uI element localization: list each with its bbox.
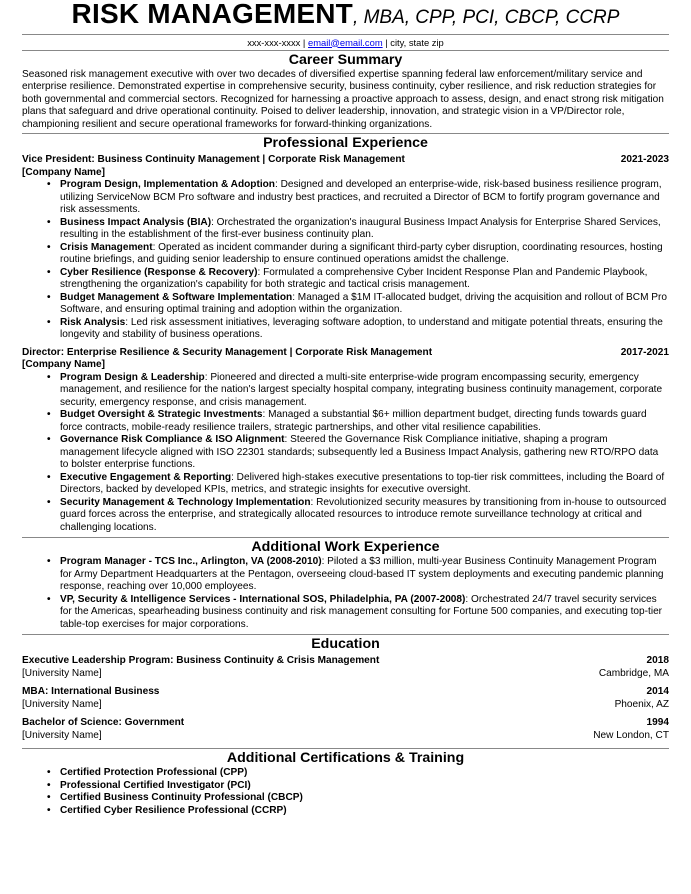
bullet-label: VP, Security & Intelligence Services - International SOS, Philadelphia, PA (2007-2008) — [60, 593, 466, 605]
job-bullet — [60, 372, 669, 410]
bullet-label: Security Management & Technology Implementation — [60, 496, 311, 508]
job-bullet — [60, 217, 669, 242]
job-header — [22, 154, 669, 167]
job-bullets — [22, 179, 669, 342]
bullet-text: : Pioneered and directed a multi-site enterprise-wide program encompassing security, emergency management, and resilience for the nation's largest specialty hospital company, integrating business continuity management, corporate security, emergency response, and crisis management. — [60, 371, 663, 408]
education-degree-line — [22, 686, 159, 699]
education-subject: : Business Continuity & Crisis Management — [170, 655, 380, 666]
job-entry — [22, 347, 669, 535]
education-school: [University Name] — [22, 729, 102, 741]
job-bullet — [60, 292, 669, 317]
bullet-text: : Steered the Governance Risk Compliance initiative, shaping a program management lifecycle aligned with ISO 22301 standards; subsequently led a Business Impact Analysis, gathering new RTO/RPO data to bolster enterprise functions. — [60, 434, 659, 470]
job-bullet — [60, 179, 669, 217]
education-school-row — [22, 668, 669, 681]
certification-item: • Certified Business Continuity Professional (CBCP) — [60, 792, 669, 805]
bullet-text: : Orchestrated 24/7 travel security services for the Americas, spearheading business continuity and risk management consulting for Fortune 500 companies, and executing top-tier table-top exercises for major corporations. — [60, 593, 663, 630]
bullet-label: Governance Risk Compliance & ISO Alignment — [60, 434, 285, 445]
bullet-label: Program Design, Implementation & Adoption — [60, 179, 275, 190]
certification-item: • Professional Certified Investigator (PCI) — [60, 780, 669, 793]
location: city, state zip — [390, 36, 444, 48]
education-subject: : International Business — [45, 686, 160, 697]
section-title-education: Education — [311, 636, 380, 652]
certification-item: • Certified Protection Professional (CPP) — [60, 767, 669, 780]
education-entry — [22, 717, 669, 742]
bullet-text: : Formulated a comprehensive Cyber Incident Response Plan and Pandemic Playbook, strengthening the organization's capability for both strategic and tactical crisis management. — [60, 266, 648, 290]
bullet-label: Executive Engagement & Reporting — [60, 471, 232, 483]
job-bullet — [60, 434, 669, 472]
bullet-text: : Delivered high-stakes executive presentations to top-tier risk committees, including the Board of Directors, backed by developed KPIs, metrics, and strategic insights for executive oversight. — [60, 471, 665, 495]
education-degree-row — [22, 717, 669, 730]
job-dates: 2017-2021 — [620, 346, 669, 358]
job-company: [Company Name] — [22, 166, 106, 178]
education-place: Cambridge, MA — [598, 667, 669, 679]
job-role: Director: Enterprise Resilience & Security Management | Corporate Risk Management — [22, 346, 433, 358]
certification-list — [22, 767, 669, 817]
additional-work-list — [22, 556, 669, 631]
credentials-separator: , — [353, 7, 364, 28]
education-degree-row — [22, 655, 669, 668]
education-place: Phoenix, AZ — [614, 698, 669, 710]
summary-text: Seasoned risk management executive with over two decades of diversified expertise spanning federal law enforcement/military service and enterprise resilience. Demonstrated expertise in comprehensive security, business continuity, cyber resilience, and risk reduction strategies for both governmental and commercial sectors. Recognized for harnessing a proactive approach to assess, design, and enact strong risk mitigation plans that safeguard and drive operational continuity. Poised to deliver leadership, innovation, and strategic vision in a VP/Director role, championing resilient and secure operational frameworks for forward-thinking organizations. — [22, 68, 664, 130]
bullet-text: : Piloted a $3 million, multi-year Business Continuity Management Program for Army Department Headquarters at the Pentagon, overseeing cloud-based IT system deployments and executing pandemic planning response, reaching over 10,000 employees. — [60, 556, 664, 592]
job-entry — [22, 154, 669, 342]
bullet-label: Program Design & Leadership — [60, 371, 205, 383]
bullet-label: Program Manager - TCS Inc., Arlington, VA (2008-2010) — [60, 556, 322, 567]
candidate-credentials: MBA, CPP, PCI, CBCP, CCRP — [363, 7, 620, 28]
email-link[interactable]: email@email.com — [307, 36, 383, 48]
additional-work-item — [60, 556, 669, 594]
education-place: New London, CT — [593, 729, 669, 741]
section-title-certifications: Additional Certifications & Training — [226, 750, 465, 766]
job-company: [Company Name] — [22, 359, 106, 370]
bullet-text: : Designed and developed an enterprise-wide, risk-based business resilience program, utilizing ServiceNow BCM Pro software and industry best practices, and recruited a Director of BCM to fortify program governance and risk assessments. — [60, 179, 662, 215]
bullet-label: Business Impact Analysis (BIA) — [60, 216, 212, 228]
bullet-label: Crisis Management — [60, 241, 153, 253]
candidate-name: RISK MANAGEMENT — [71, 0, 353, 29]
resume-header — [22, 0, 669, 29]
education-school-row — [22, 699, 669, 712]
education-degree: Executive Leadership Program — [22, 655, 171, 666]
education-entry — [22, 655, 669, 680]
education-year: 1994 — [646, 717, 669, 728]
job-bullet — [60, 409, 669, 434]
education-school-row — [22, 730, 669, 743]
job-bullet — [60, 472, 669, 497]
education-year: 2018 — [646, 655, 669, 666]
education-degree: MBA — [22, 686, 45, 697]
education-subject: : Government — [118, 717, 185, 728]
job-bullet — [60, 497, 669, 535]
bullet-text: : Orchestrated the organization's inaugural Business Impact Analysis for Enterprise Shared Services, resulting in the establishment of the first-ever business continuity plan. — [60, 216, 661, 240]
section-title-summary: Career Summary — [288, 51, 403, 68]
job-bullet — [60, 242, 669, 267]
bullet-text: : Led risk assessment initiatives, leveraging software adoption, to understand and mitigate potential threats, ensuring the longevity and stability of business operations. — [60, 316, 663, 340]
bullet-label: Cyber Resilience (Response & Recovery) — [60, 266, 258, 278]
job-role: Vice President: Business Continuity Management | Corporate Risk Management — [22, 154, 405, 165]
section-title-experience: Professional Experience — [263, 135, 428, 151]
job-header — [22, 347, 669, 360]
job-bullets — [22, 372, 669, 535]
bullet-text: : Revolutionized security measures by transitioning from in-house to outsourced guard forces across the enterprise, and strategically allocated resources to introduce remote surveillance technology at critical and challenging locations. — [60, 496, 667, 533]
additional-work-item — [60, 594, 669, 632]
section-title-additional: Additional Work Experience — [251, 539, 440, 555]
contact-line: xxx-xxx-xxxx | email@email.com | city, state zip — [247, 36, 444, 48]
job-dates: 2021-2023 — [620, 154, 669, 165]
certification-item: • Certified Cyber Resilience Professional (CCRP) — [60, 805, 669, 818]
bullet-label: Risk Analysis — [60, 316, 126, 328]
bullet-label: Budget Management & Software Implementation — [60, 291, 293, 303]
education-degree-row — [22, 686, 669, 699]
job-bullet — [60, 267, 669, 292]
education-degree-line — [22, 655, 379, 668]
education-entry — [22, 686, 669, 711]
education-school: [University Name] — [22, 667, 102, 679]
education-school: [University Name] — [22, 698, 102, 710]
phone: xxx-xxx-xxxx — [247, 36, 301, 48]
education-degree-line — [22, 717, 184, 730]
education-year: 2014 — [646, 686, 669, 697]
bullet-text: : Managed a substantial $6+ million department budget, directing funds towards guard force contracts, mobile-ready resilience trailers, strategic partnerships, and other vital resilience capabilities. — [60, 409, 647, 433]
bullet-label: Budget Oversight & Strategic Investments — [60, 409, 263, 420]
bullet-text: : Managed a $1M IT-allocated budget, driving the acquisition and rollout of BCM Pro Software, and ensuring optimal training and adoption within the organization. — [60, 291, 667, 315]
bullet-text: : Operated as incident commander during a significant third-party cyber disruption, coordinating resources, hosting routine briefings, and guiding senior leadership to ensure continued operations amidst the challenge. — [60, 241, 663, 265]
job-bullet — [60, 317, 669, 342]
education-degree: Bachelor of Science — [22, 717, 119, 728]
